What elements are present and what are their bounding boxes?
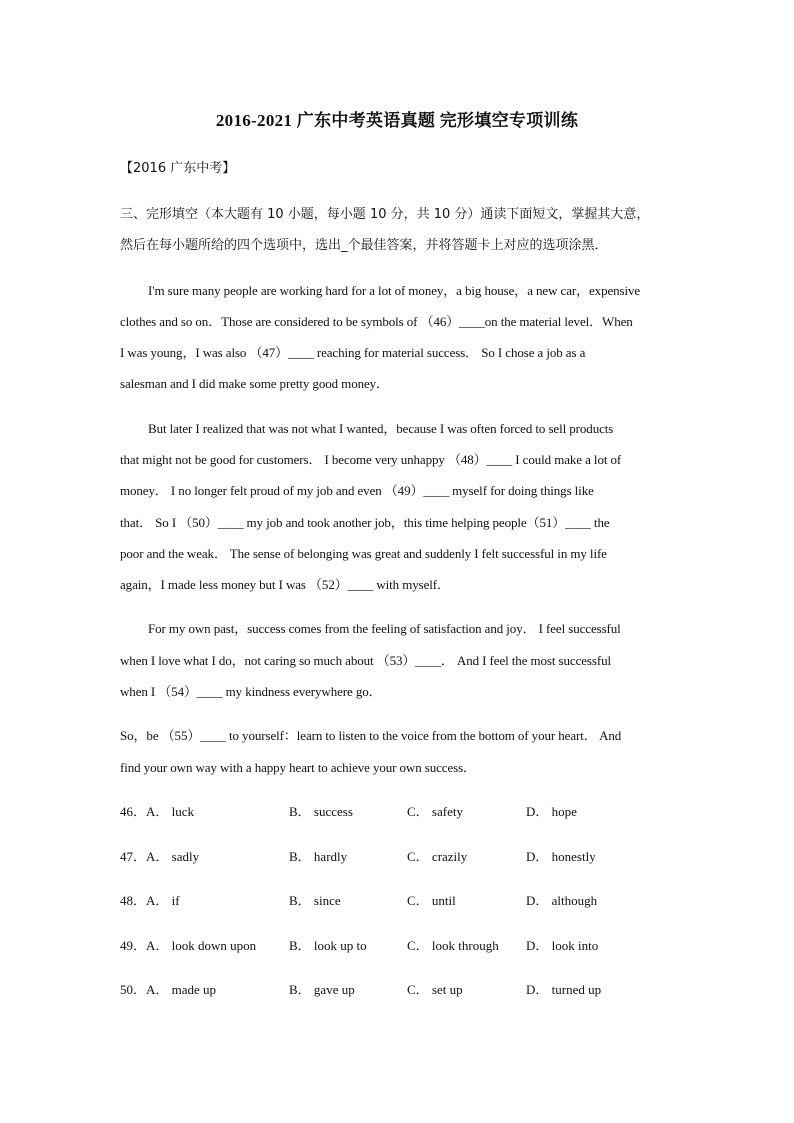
option-d: D． honestly [526, 849, 596, 864]
passage-line: salesman and I did make some pretty good money． [120, 376, 389, 391]
instruction-line: 三、完形填空（本大题有 10 小题，每小题 10 分，共 10 分）通读下面短文，掌握其大意， [120, 207, 650, 222]
passage-line: For my own past，success comes from the feeling of satisfaction and joy． I feel successful [148, 621, 621, 636]
option-d: D． turned up [526, 982, 602, 997]
passage-line: But later I realized that was not what I wanted，because I was often forced to sell products [148, 421, 614, 436]
passage-line: money． I no longer felt proud of my job and even （49）____ myself for doing things like [120, 483, 594, 498]
instruction-line: 然后在每小题所给的四个选项中，选出_个最佳答案，并将答题卡上对应的选项涂黑． [120, 238, 608, 253]
passage-line: So，be （55）____ to yourself：learn to listen to the voice from the bottom of your heart． And [120, 728, 622, 743]
passage-line: find your own way with a happy heart to achieve your own success． [120, 760, 476, 775]
option-c: C． until [407, 893, 456, 908]
page-title: 2016-2021 广东中考英语真题 完形填空专项训练 [215, 111, 579, 130]
option-b: B． hardly [289, 849, 348, 864]
passage-line: I was young，I was also （47）____ reaching for material success． So I chose a job as a [120, 345, 586, 360]
option-c: C． crazily [407, 849, 468, 864]
option-a: 50．A． made up [120, 982, 217, 997]
option-a: 48．A． if [120, 893, 180, 908]
option-b: B． look up to [289, 938, 367, 953]
passage-line: that might not be good for customers． I become very unhappy （48）____ I could make a lot of [120, 452, 622, 467]
passage-line: clothes and so on．Those are considered to be symbols of （46）____on the material level．When [120, 314, 633, 329]
option-b: B． since [289, 893, 341, 908]
option-a: 49．A． look down upon [120, 938, 257, 953]
section-tag: 【2016 广东中考】 [120, 161, 236, 176]
passage-line: I'm sure many people are working hard for a lot of money，a big house，a new car，expensive [148, 283, 641, 298]
option-b: B． success [289, 804, 353, 819]
option-c: C． set up [407, 982, 463, 997]
passage-line: when I love what I do，not caring so much about （53）____． And I feel the most successful [120, 653, 611, 668]
option-d: D． although [526, 893, 598, 908]
passage-line: that． So I （50）____ my job and took another job，this time helping people（51）____ the [120, 515, 610, 530]
passage-line: again，I made less money but I was （52）____ with myself． [120, 577, 450, 592]
option-c: C． look through [407, 938, 499, 953]
option-d: D． hope [526, 804, 577, 819]
option-b: B． gave up [289, 982, 355, 997]
option-a: 46．A． luck [120, 804, 195, 819]
option-c: C． safety [407, 804, 463, 819]
option-a: 47．A． sadly [120, 849, 200, 864]
passage-line: poor and the weak． The sense of belonging was great and suddenly I felt successful in my life [120, 546, 607, 561]
passage-line: when I （54）____ my kindness everywhere go． [120, 684, 382, 699]
option-d: D． look into [526, 938, 599, 953]
